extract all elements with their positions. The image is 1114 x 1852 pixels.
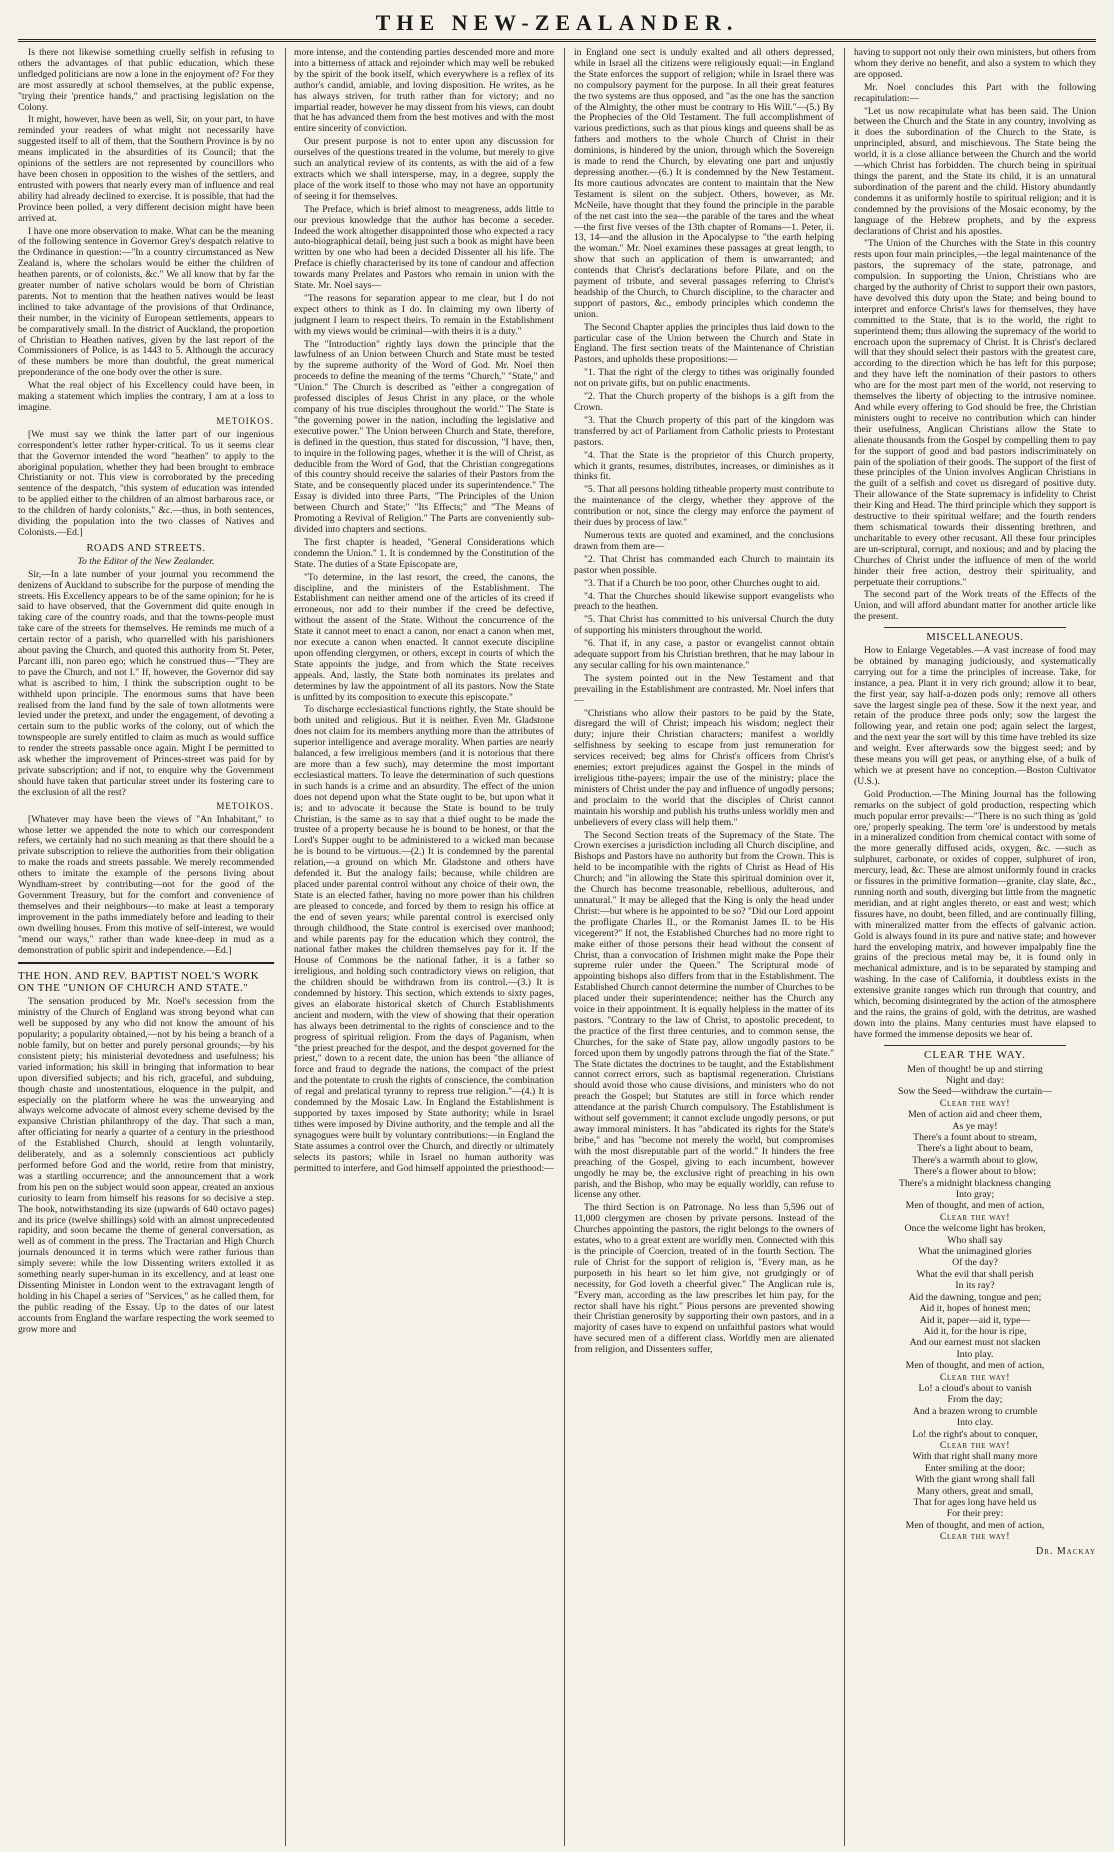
poem-line: Into play. (956, 1348, 994, 1360)
paragraph: Sir,—In a late number of your journal you recommend the denizens of Auckland to subscribe for the purpose of mending the streets. His Excellency appears to be of the same opinion; for he is said to have observed, that the Government did quite enough in taking care of the country roads, and that the towns-people must take care of the streets for themselves. He reminds me much of a certain rector of a parish, who quarrelled with his parishioners about paving the Church, and quoted this authority from St. Peter, Parcant illi, non pareo ego; which he construed thus—"They are to pave the Church, and not I." If, however, the Governor did say what is ascribed to him, I think the subscription ought to be withheld upon principle. The enormous sums that have been realised from the land fund by the sale of town allotments were levied under the pretext, and under the engagement, of devoting a certain sum to the public works of the colony, out of which the townspeople are surely entitled to claim as much as would suffice to render the streets passable once again. Might I be permitted to ask whether the improvement of Princes-street was paid for by private subscription; and if not, to enquire why the Government should have taken that particular street under its fostering care to the exclusion of all the rest? (18, 568, 274, 798)
poem-line: Clear the way! (939, 1531, 1011, 1543)
paragraph: The "Introduction" rightly lays down the principle that the lawfulness of an Union between Church and State must be tested by the supreme authority of the Word of God. Mr. Noel then proceeds to define the meaning of the terms "Church," "State," and "Union." The Church is described as "either a congregation of professed disciples of Jesus Christ in any place, or the whole company of his true disciples throughout the world." The State is "the governing power in the nation, including the legislative and executive power." The Union between Church and State, therefore, is defined in the question, thus stated for discussion, "I have, then, to inquire in the following pages, whether it is the will of Christ, as deducible from the Word of God, that the Christian congregations of this country should receive the salaries of their Pastors from the State, and be consequently placed under its superintendence." The Essay is divided into three Parts, "The Principles of the Union between Church and State;" "Its Effects;" and "The Means of Promoting a Revival of Religion." The Parts are conveniently sub-divided into chapters and sections. (294, 338, 554, 535)
section-divider (884, 1045, 1066, 1046)
quote: "4. That the Churches should likewise support evangelists who preach to the heathen. (574, 590, 834, 613)
poem-line: Into gray; (955, 1189, 995, 1201)
poem-stanza (854, 1223, 1096, 1383)
poem-line: Clear the way! (939, 1097, 1011, 1109)
section-divider (884, 627, 1066, 628)
masthead: THE NEW-ZEALANDER. (18, 6, 1096, 42)
poem-line: There's a light about to beam, (916, 1143, 1034, 1155)
paragraph: The Second Chapter applies the principles thus laid down to the particular case of the Union between the Church and State in England. The first section treats of the Maintenance of Christian Pastors, and upholds these propositions:— (574, 321, 834, 366)
poem-line: Men of thought, and men of action, (905, 1360, 1045, 1372)
quote: "2. That Christ has commanded each Church to maintain its pastor when possible. (574, 553, 834, 576)
signature: METOIKOS. (216, 415, 274, 426)
poem-title: CLEAR THE WAY. (924, 1048, 1026, 1061)
column-rule (844, 48, 845, 1846)
paragraph: Numerous texts are quoted and examined, and the conclusions drawn from them are— (574, 529, 834, 552)
poem-line: And our earnest must not slacken (909, 1337, 1041, 1349)
poem-line: Men of thought, and men of action, (905, 1200, 1045, 1212)
paragraph: It might, however, have been as well, Sir, on your part, to have reminded your readers of what might not necessarily have suggested itself to all of them, that the Southern Province is by no means implicated in the absurdities of its Council; that the opinions of the settlers are not represented by councillors who have been chosen in opposition to the wishes of the settlers, and entrusted with powers that nearly every man of influence and real ability had already declined to exercise. It is possible, that had the Province been polled, a very different decision might have been arrived at. (18, 114, 274, 224)
paragraph: Is there not likewise something cruelly selfish in refusing to others the advantages of that public education, which these unfledged politicians are now a lone in the enjoyment of? For they are most assuredly at school themselves, at the public expense, "trying their 'prentice hands," and practising legislation on the Colony. (18, 48, 274, 113)
paragraph: The second part of the Work treats of the Effects of the Union, and will afford abundant matter for another article like the present. (854, 589, 1096, 623)
paragraph: The Preface, which is brief almost to meagreness, adds little to our previous knowledge that the author has become a seceder. Indeed the work altogether disappointed those who expected a racy auto-biographical detail, being just such a book as might have been written by one who had been a decided Dissenter all his life. The Preface is chiefly characterised by its tone of candour and affection towards many Prelates and Pastors who remain in union with the State. Mr. Noel says— (294, 203, 554, 292)
quote: "Let us now recapitulate what has been said. The Union between the Church and the State in any country, involving as it does the subordination of the Church to the State, is unprincipled, absurd, and mischievous. The State being the world, it is a close alliance between the Church and the world—which Christ has forbidden. The church being in spiritual things the parent, and the State its child, it is an unnatural subordination of the parent and the child. History abundantly condemns it as uniformly hostile to spiritual religion; and it is condemned by the provisions of the Mosaic economy, by the language of the Hebrew prophets, and by the express declarations of Christ and his apostles. (854, 105, 1096, 237)
editor-note: [Whatever may have been the views of "An Inhabitant," to whose letter we appended the note to which our correspondent refers, we certainly had no such meaning as that there should be a private subscription to relieve the authorities from their obligation to make the roads and streets passable. We merely recommended others to imitate the example of the persons living about Wyndham-street by contributing—not for the good of the Government Treasury, but for the comfort and convenience of themselves and their neighbours—to make at least a temporary improvement in the paths immediately before and leading to their own dwelling houses. From this motive of self-interest, we would "mend our ways," rather than wade knee-deep in mud as a demonstration of public spirit and independence.—Ed.] (18, 813, 274, 956)
paragraph: What the real object of his Excellency could have been, in making a statement which implies the contrary, I am at a loss to imagine. (18, 380, 274, 413)
paragraph: How to Enlarge Vegetables.—A vast increase of food may be obtained by managing judiciously, and systematically carrying out for a time the principles of increase. Take, for instance, a pea. Plant it in very rich ground; allow it to bear, the first year, say half-a-dozen pods only; remove all others save the largest single pea of these. Sow it the next year, and retain of the produce three pods only; sow the largest the following year, and retain one pod; again select the largest, and the next year the sort will by this time have trebled its size and weight. Ever afterwards sow the biggest seed; and by these means you will get peas, or anything else, of a bulk of which we at present have no conception.—Boston Cultivator (U.S.). (854, 645, 1096, 787)
poem-line: In its ray? (955, 1280, 995, 1292)
paragraph: Gold Production.—The Mining Journal has the following remarks on the subject of gold production, respecting which much popular error prevails:—"There is no such thing as 'gold ore,' properly speaking. The term 'ore' is understood by metals in a mineralized condition from chemical contact with some of the more generally diffused acids, oxygen, &c. —such as sulphuret, carbonate, or oxides of copper, sulphuret of iron, mercury, lead, &c. These are almost uniformly found in cracks or fissures in the primitive formation—granite, clay slate, &c., running north and south, diverging but little from the magnetic meridian, and at right angles thereto, or east and west; which fissures have, no doubt, been filled, and are continually filling, with mineralized matter from the effects of galvanic action. Gold is always found in its pure and native state; and however hard the enveloping matrix, and however impalpably fine the grains of the precious metal may be, it is found only in mechanical admixture, and is to be separated by stamping and washing. In the case of California, it doubtless exists in the extensive granite ranges which run through that country, and which, becoming disintegrated by the action of the atmosphere and the rains, the grains of gold, with the detritus, are washed down into the plains. Many centuries must have elapsed to have formed the immense deposits we hear of. (854, 788, 1096, 1040)
quote: "Christians who allow their pastors to be paid by the State, disregard the will of Christ; impeach his wisdom; neglect their duty; injure their Christian characters; manifest a worldly selfishness by seeking to escape from just remuneration for services received; beg alms for Christ's officers from Christ's enemies; extort prejudices against the Gospel in the minds of irreligious tithe-payers; impair the use of the ministry; place the ministers of Christ under the pay and influence of ungodly persons; and proclaim to the world that the disciples of Christ cannot maintain his worship and publish his truths unless worldly men and unbelievers of every class will help them." (574, 707, 834, 828)
quote: "The Union of the Churches with the State in this country rests upon four main principles,—the legal maintenance of the pastors, the supremacy of the state, patronage, and compulsion. In supporting the Union, Christians who are charged by the authority of Christ to support their own pastors, have devolved this duty upon the State; and being bound to interpret and enforce Christ's laws for themselves, they have committed to the State, that is to the world, the right to superintend them; thus allowing the supremacy of the world to encroach upon the supremacy of Christ. It is Christ's declared will that they should select their pastors with the greatest care, according to the direction which he has left for this purpose; and they have left the nomination of their pastors to others who are for the most part men of the world, not reserving to themselves the liberty of objecting to the intrusive nominee. And while every offering to God should be free, the Christian ministers ought to receive no contribution which can hinder their usefulness, Anglican Christians allow the State to alienate thousands from the Gospel by compelling them to pay for the support of good and bad pastors indiscriminately on pain of the spoliation of their goods. The support of the first of these principles of the Union involves Anglican Christians in the guilt of a selfish and covet us disregard of positive duty. Their allowance of the State supremacy is infidelity to Christ their King and Head. The third principle which they support is destructive to their spiritual welfare; and the fourth renders them schismatical towards their dissenting brethren, and uncharitable to every other recusant. All these four principles are un-scriptural, corrupt, and noxious; and and by placing the Churches of Christ under the influence of men of the world hinder their free action, destroy their spirituality, and perpetuate their corruptions." (854, 238, 1096, 588)
poem (854, 1064, 1096, 1543)
poem-line: Men of action aid and cheer them, (907, 1109, 1043, 1121)
poem-author: Dr. Mackay (1035, 1545, 1096, 1557)
editor-note: [We must say we think the latter part of our ingenious correspondent's letter rather hyper-critical. To us it seems clear that the Governor intended the word "heathen" to apply to the aboriginal population, whether they had been brought to embrace Christianity or not. This view is corroborated by the preceding sentence of the despatch, "this system of education was intended to be applied either to the children of an almost barbarous race, or to the children of hardy colonists," &c.—thus, in both sentences, dividing the population into the two classes of Natives and Colonists.—Ed.] (18, 428, 274, 538)
poem-line: Aid it, for the hour is ripe, (923, 1325, 1027, 1337)
paragraph: having to support not only their own ministers, but others from whom they derive no benefit, and also a system to which they are opposed. (854, 48, 1096, 80)
paragraph: The Second Section treats of the Supremacy of the State. The Crown exercises a jurisdiction including all Church discipline, and Bishops and Pastors have no authority but from the Crown. This is held to be incompatible with the rights of Christ as Head of His Church; and "in allowing the State this spiritual dominion over it, the Church has become treasonable, rebellious, adulterous, and unnatural." It may be alleged that the King is only the head under Christ:—but where is he appointed to be so? "Did our Lord appoint the profligate Charles II., or the Romanist James II. to be His vicegerent?" If not, the Established Churches had no more right to make either of those persons their head without the consent of Christ, than a convocation of Irishmen might make the Pope their supreme ruler under the Queen." The Scriptural mode of appointing bishops also differs from that in the Establishment. The Established Church cannot determine the number of Churches to be placed under their superintendence; neither has the Church any voice in their appointment. It is equally helpless in the matter of its pastors. "Contrary to the law of Christ, to apostolic precedent, to the practice of the first three centuries, and to common sense, the Churches, for the sake of State pay, allow ungodly pastors to be forced upon them by ungodly patrons through the fiat of the State." The State dictates the doctrines to be taught, and the Establishment cannot correct errors, such as baptismal regeneration. Christians should avoid those who cause divisions, and ministers who do not preach the Gospel; but Statutes are still in force which render attendance at the parish Church compulsory. The Establishment is without self government; it cannot exclude ungodly persons, or put away immoral ministers. It has "abdicated its rights for the State's bribe," and has "become not merely the world, but compromises with the most disreputable part of the world." It hinders the free preaching of the Gospel, giving to each incumbent, however ungodly he may be, the exclusive right of preaching in his own parish, and the Bishop, who may be equally worldly, can refuse to license any other. (574, 829, 834, 1201)
paragraph: Mr. Noel concludes this Part with the following recapitulation:— (854, 81, 1096, 104)
quote: "6. That if, in any case, a pastor or evangelist cannot obtain adequate support from his Christian brethren, that he may labour in any secular calling for his own maintenance." (574, 638, 834, 671)
poem-line: What the evil that shall perish (916, 1268, 1034, 1280)
quote: "1. That the right of the clergy to tithes was originally founded not on private gifts, but on public enactments. (574, 367, 834, 390)
quote: "2. That the Church property of the bishops is a gift from the Crown. (574, 391, 834, 413)
poem-line: Night and day: (945, 1074, 1005, 1086)
paragraph: To discharge ecclesiastical functions rightly, the State should be both united and religious. But it is neither. Even Mr. Gladstone does not claim for its members anything more than the attributes of superior intelligence and average morality. When parties are nearly balanced, a few irreligious members (and it is notorious that there are more than a few such), may determine the most important ecclesiastical matters. To leave the determination of such questions in such hands is a crime and an absurdity. The effect of the union does not depend upon what the State ought to be, but upon what it is; and to advocate it because the State is bound to be truly Christian, is the same as to say that a thief ought to be made the trustee of a property because he is bound to be honest, or that the Lord's Supper ought to be administered to a wicked man because he is bound to be virtuous.—(2.) It is condemned by the parental relation,—a ground on which Mr. Gladstone and others have defended it. But the analogy fails; because, while children are placed under parental control without any choice of their own, the State is an elected father, having no more power than his children are pleased to concede, and forced by them to resign his office at the end of seven years; while parental control is exercised only through childhood, the State control is exercised over manhood; and while parents pay for the education which they control, the national father makes the children themselves pay for it. If the House of Commons be the national father, it is a father so irreligious, and holding such contradictory views on religion, that the children should be withdrawn from its control.—(3.) It is condemned by history. This section, which extends to sixty pages, gives an elaborate historical sketch of Church Establishments ancient and modern, with the view of showing that their operation has always been detrimental to the rights of conscience and to the progress of spiritual religion. From the days of Paganism, when "the priest preached for the despot, and the despot governed for the priest," down to a recent date, the union has been "the alliance of force and fraud to degrade the nations, the compact of the priest and the potentate to crush the rights of conscience, the combination of regal and prelatical tyranny to repress true religion."—(4.) It is condemned by the Mosaic Law. In England the Establishment is supported by taxes imposed by State authority; while in Israel tithes were imposed by Divine authority, and the temple and all the synagogues were built by voluntary contributions:—in England the State assumes a control over the Church, and directly or ultimately selects its pastors; while in Israel no human authority was permitted to interfere, and God himself appointed the priesthood:— (294, 704, 554, 1174)
poem-stanza (854, 1383, 1096, 1543)
poem-line: Men of thought, and men of action, (905, 1519, 1045, 1531)
poem-line: Once the welcome light has broken, (904, 1223, 1046, 1235)
section-divider (18, 962, 274, 964)
poem-line: There's a flower about to blow; (913, 1166, 1037, 1178)
poem-line: As ye may! (952, 1120, 998, 1132)
paragraph: Our present purpose is not to enter upon any discussion for ourselves of the questions treated in the volume, but merely to give such an analytical review of its contents, as with the aid of a few extracts which we shall intersperse, may, in a degree, supply the place of the work itself to those who may not have an opportunity of seeing it for themselves. (294, 136, 554, 202)
column-1 (18, 48, 274, 1846)
poem-line: Clear the way! (939, 1371, 1011, 1383)
poem-line: Into clay. (956, 1417, 994, 1429)
column-rule (285, 48, 286, 1846)
paragraph: more intense, and the contending parties descended more and more into a bitterness of attack and rejoinder which may well be rebuked by the spirit of the book itself, which everywhere is a reflex of its author's candid, amiable, and loving disposition. He writes, as he has always striven, for truth rather than for victory; and no impartial reader, however he may dissent from his views, can doubt that he has advanced them from the best motives and with the most entire sincerity of conviction. (294, 48, 554, 135)
poem-line: Aid it, paper—aid it, type— (919, 1314, 1031, 1326)
poem-line: And a brazen wrong to crumble (912, 1405, 1038, 1417)
poem-line: There's a warmth about to glow, (912, 1154, 1038, 1166)
poem-line: For their prey: (946, 1508, 1004, 1520)
quote: "5. That all persons holding titheable property must contribute to the maintenance of the clergy, whether they approve of the contribution or not, since the clergy may enforce the payment of their dues by process of law." (574, 484, 834, 529)
quote: "3. That if a Church be too poor, other Churches ought to aid. (584, 577, 820, 589)
poem-line: Men of thought! be up and stirring (907, 1063, 1043, 1075)
poem-line: Clear the way! (939, 1211, 1011, 1223)
column-3 (574, 48, 834, 1846)
poem-line: Clear the way! (939, 1439, 1011, 1451)
article-heading: ROADS AND STREETS. (86, 542, 206, 554)
poem-line: That for ages long have held us (913, 1497, 1037, 1508)
column-4 (854, 48, 1096, 1846)
paragraph: The third Section is on Patronage. No less than 5,596 out of 11,000 clergymen are chosen by private persons. Instead of the Churches appointing the pastors, the right belongs to the owners of estates, who to a great extent are worldly men. Connected with this is the principle of Coercion, treated of in the fourth Section. The rule of Christ for the support of religion is, "Every man, as he purposeth in his heart so let him give, not grudgingly or of necessity, for God loveth a cheerful giver." The Anglican rule is, "Every man, according as the law prescribes let him pay, for the rector shall have his right." Pious persons are prevented showing their Christian generosity by supporting their own pastors, and in a majority of cases have to expend on unfaithful pastors what would have secured men of a different class. Worldly men are alienated from religion, and Dissenters suffer, (574, 1202, 834, 1356)
paragraph: I have one more observation to make. What can be the meaning of the following sentence in Governor Grey's despatch relative to the Ordinance in question:—"In a country circumstanced as New Zealand is, where the scholars would be either the children of heathen parents, or of colonists, &c." We all know that by far the greater number of native scholars would be born of Christian parents. Not to mention that the heathen natives would be least inclined to take advantage of the provisions of that Ordinance, their number, in the vicinity of European settlements, appears to be comparatively small. In the district of Auckland, the proportion of Christian to Heathen natives, given by the last report of the Commissioners of Police, is as 1443 to 5. Although the accuracy of these numbers be more than doubtful, the great numerical preponderance of the one body over the other is sure. (18, 225, 274, 379)
poem-line: With the giant wrong shall fall (915, 1474, 1035, 1486)
poem-line: There's a midnight blackness changing (899, 1177, 1051, 1189)
column-rule (564, 48, 565, 1846)
poem-line: Many others, great and small, (916, 1485, 1034, 1497)
poem-line: Enter smiling at the door; (924, 1462, 1026, 1474)
poem-stanza (854, 1132, 1096, 1223)
quote: "3. That the Church property of this part of the kingdom was transferred by act of Parliament from Catholic priests to Protestant pastors. (574, 414, 834, 448)
poem-line: From the day; (947, 1394, 1003, 1406)
paragraph: in England one sect is unduly exalted and all others depressed, while in Israel all the citizens were religiously equal:—in England the State enforces the support of religion; while in Israel there was no compulsory payment for the purpose. In all their great features the two systems are thus opposed, and "as the one has the sanction of the Almighty, the other must be contrary to His Will."—(5.) By the Prophecies of the Old Testament. The full accomplishment of various predictions, such as that pious kings and queens shall be as fathers and mothers to the whole Church of Christ in their dominions, is hindered by the union, through which the Sovereign is made to rend the Church, by elevating one part and unjustly depressing another.—(6.) It is condemned by the New Testament. Its more cautious advocates are content to maintain that the New Testament is silent on the subject. Others, however, as Mr. McNeile, have thought that they found the principle in the parable of the net cast into the sea—the parable of the tares and the wheat—the first five verses of the 13th chapter of Romans—1. Peter, ii. 13, 14—and the allusion in the Apocalypse to "the earth helping the woman." Mr. Noel examines these passages at great length, to show that such an application of them is unwarranted; and contends that Christ's declarations before Pilate, and on the payment of tribute, and several passages referring to Christ's headship of the Church, to Church discipline, to the character and support of pastors, &c., embody principles which condemn the union. (574, 48, 834, 320)
quote: "To determine, in the last resort, the creed, the canons, the discipline, and the ministers of the Establishment. The Establishment can neither amend one of the articles of its creed if erroneous, nor add to their number if the creed be defective, without the assent of the State. Without the concurrence of the State it cannot meet to enact a canon, nor enact a canon when met, nor execute a canon when enacted. It cannot execute discipline upon offending clergymen, or others, except in courts of which the State appoints the judge, and from which the State receives appeals. And, lastly, the State both nominates its prelates and determines by law the appointment of all its pastors. Now the State is unfitted by its composition to execute this episcopate." (294, 571, 554, 703)
paragraph: The sensation produced by Mr. Noel's secession from the ministry of the Church of England was strong beyond what can well be supposed by any who did not know the amount of his popularity; a popularity obtained,—not by his being a branch of a noble family, but on better and purely personal grounds;—by his consistent piety; his ministerial devotedness and usefulness; his varied information; his skill in bringing that information to bear upon diversified subjects; and his rich, graceful, and subduing, though chaste and unostentatious, eloquence in the pulpit, and especially on the platform where he was the unwearying and always welcome advocate of almost every scheme devised by the expansive Christian philanthropy of the day. That such a man, after officiating for nearly a quarter of a century in the priesthood of the Established Church, should at length voluntarily, deliberately, and as a solemnly conscientious act publicly performed before God and the world, retire from that ministry, was a startling occurrence; and the announcement that a work from his pen on the subject would soon appear, created an anxious curiosity to learn from himself his reasons for so decisive a step. The book, notwithstanding its size (upwards of 640 octavo pages) and its price (twelve shillings) sold with an almost unprecedented rapidity, and soon became the theme of general conversation, as well as of comment in the press. The Tractarian and High Church journals denounced it in terms which were rather furious than simply severe: while the low Dissenting writers extolled it as something nearly super-human in its excellency, and at least one Dissenting Minister in London went to the extravagant length of holding in his Chapel a series of "Services," as he called them, for the public reading of the Essay. Up to the dates of our latest accounts from England the warfare respecting the work seemed to grow more and (18, 996, 274, 1335)
poem-line: Sow the Seed—withdraw the curtain— (898, 1086, 1052, 1098)
poem-line: Of the day? (952, 1257, 998, 1269)
poem-line: What the unimagined glories (918, 1246, 1032, 1258)
columns (18, 48, 1096, 1848)
article-subheading: To the Editor of the New Zealander. (77, 555, 215, 567)
poem-stanza (854, 1064, 1096, 1132)
poem-line: Aid it, hopes of honest men; (919, 1303, 1031, 1315)
poem-line: Lo! the right's about to conquer, (912, 1428, 1038, 1440)
quote: "The reasons for separation appear to me clear, but I do not expect others to think as I do. In claiming my own liberty of judgment I learn to respect theirs. To remain in the Establishment with my views would be criminal—with theirs it is a duty." (294, 292, 554, 337)
poem-line: Who shall say (947, 1234, 1003, 1246)
paragraph: The system pointed out in the New Testament and that prevailing in the Establishment are contrasted. Mr. Noel infers that— (574, 672, 834, 706)
article-heading: THE HON. AND REV. BAPTIST NOEL'S WORK ON THE "UNION OF CHURCH AND STATE." (18, 970, 260, 995)
quote: "5. That Christ has committed to his universal Church the duty of supporting his ministers throughout the world. (574, 614, 834, 637)
section-heading: MISCELLANEOUS. (926, 632, 1024, 644)
poem-line: With that right shall many more (912, 1451, 1038, 1463)
signature: METOIKOS. (216, 800, 274, 811)
quote: "4. That the State is the proprietor of this Church property, which it grants, resumes, distributes, increases, or diminishes as it thinks fit. (574, 449, 834, 483)
poem-line: Lo! a cloud's about to vanish (918, 1382, 1032, 1394)
column-2 (294, 48, 554, 1846)
poem-line: There's a fount about to stream, (913, 1132, 1037, 1143)
paragraph: The first chapter is headed, "General Considerations which condemn the Union." 1. It is condemned by the Constitution of the State. The duties of a State Episcopate are, (294, 536, 554, 570)
poem-line: Aid the dawning, tongue and pen; (908, 1291, 1042, 1303)
